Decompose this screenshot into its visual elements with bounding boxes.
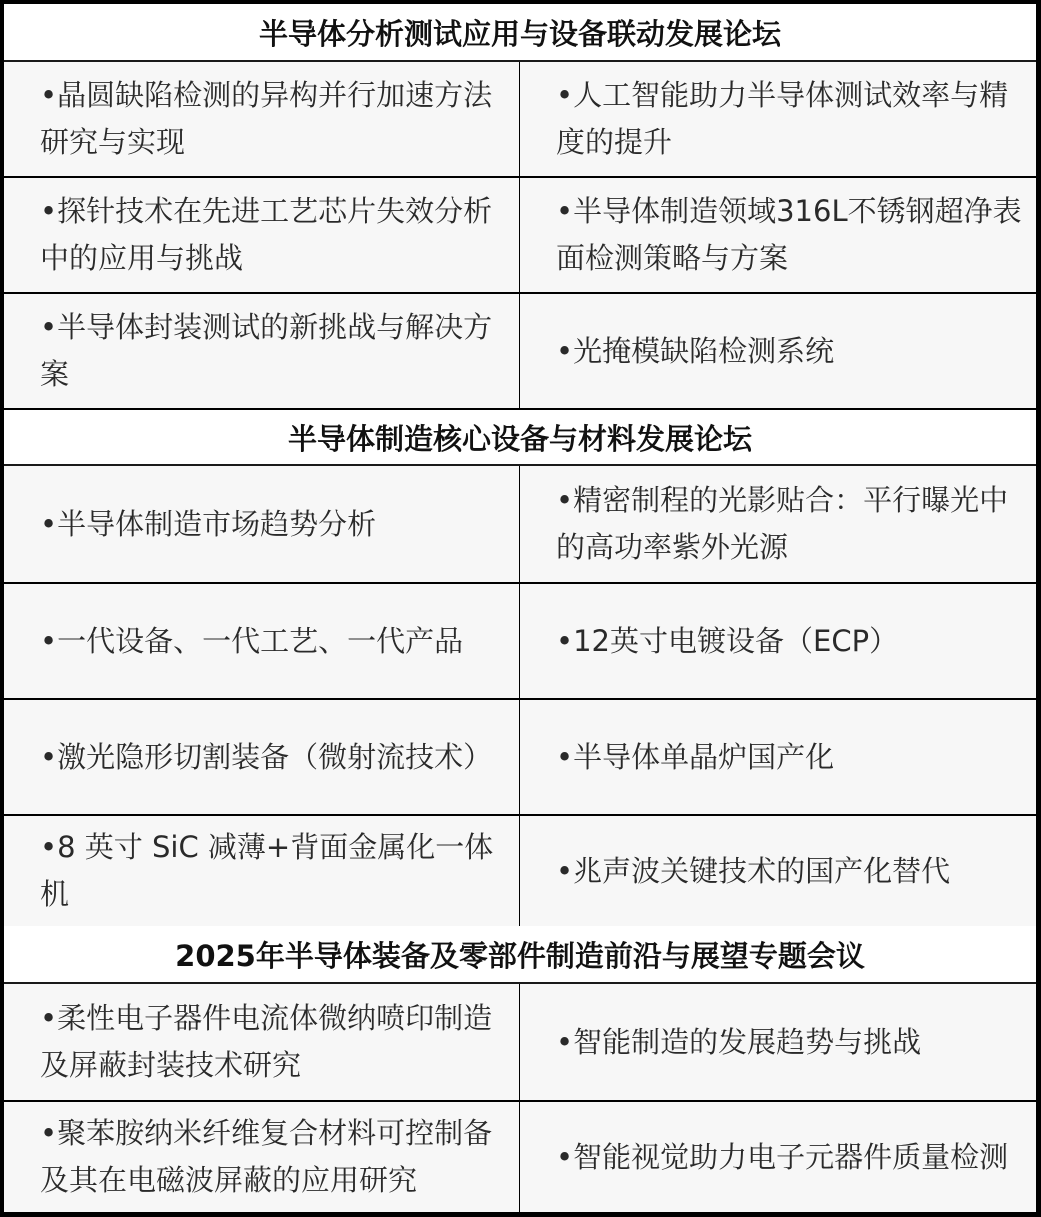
topic-cell — [4, 62, 519, 176]
topic-text: •12英寸电镀设备（ECP） — [556, 623, 899, 658]
topic-cell — [520, 294, 1036, 408]
topic-text: •柔性电子器件电流体微纳喷印制造及屏蔽封装技术研究 — [40, 1001, 493, 1082]
topic-text: •聚苯胺纳米纤维复合材料可控制备及其在电磁波屏蔽的应用研究 — [40, 1116, 493, 1197]
topic-cell — [4, 816, 519, 926]
topic-cell — [520, 584, 1036, 698]
topic-cell — [520, 984, 1036, 1100]
topic-text: •半导体封装测试的新挑战与解决方案 — [40, 310, 493, 391]
topic-text: •8 英寸 SiC 减薄+背面金属化一体机 — [40, 830, 494, 911]
topic-cell — [520, 466, 1036, 582]
section-title: 2025年半导体装备及零部件制造前沿与展望专题会议 — [4, 926, 1036, 984]
topic-text: •激光隐形切割装备（微射流技术） — [40, 739, 493, 774]
topic-cell — [520, 1102, 1036, 1212]
topic-cell — [4, 294, 519, 408]
topic-text: •探针技术在先进工艺芯片失效分析中的应用与挑战 — [40, 194, 493, 275]
topic-cell — [4, 1102, 519, 1212]
topic-cell — [4, 584, 519, 698]
topic-text: •人工智能助力半导体测试效率与精度的提升 — [556, 78, 1009, 159]
topic-text: •半导体制造领域316L不锈钢超净表面检测策略与方案 — [556, 194, 1022, 275]
topic-text: •兆声波关键技术的国产化替代 — [556, 853, 951, 888]
topic-cell — [520, 178, 1036, 292]
topic-cell — [4, 700, 519, 814]
topic-text: •半导体制造市场趋势分析 — [40, 506, 377, 541]
topic-text: •半导体单晶炉国产化 — [556, 739, 835, 774]
topic-cell — [520, 816, 1036, 926]
section-title: 半导体制造核心设备与材料发展论坛 — [4, 410, 1036, 466]
topic-text: •一代设备、一代工艺、一代产品 — [40, 623, 464, 658]
topic-text: •精密制程的光影贴合：平行曝光中的高功率紫外光源 — [556, 483, 1009, 564]
topic-text: •智能视觉助力电子元器件质量检测 — [556, 1139, 1009, 1174]
topic-cell — [520, 700, 1036, 814]
topic-text: •光掩模缺陷检测系统 — [556, 333, 835, 368]
section-title: 半导体分析测试应用与设备联动发展论坛 — [4, 4, 1036, 62]
topic-text: •智能制造的发展趋势与挑战 — [556, 1024, 922, 1059]
topic-cell — [520, 62, 1036, 176]
topic-cell — [4, 466, 519, 582]
topic-text: •晶圆缺陷检测的异构并行加速方法研究与实现 — [40, 78, 493, 159]
topic-cell — [4, 984, 519, 1100]
topic-cell — [4, 178, 519, 292]
